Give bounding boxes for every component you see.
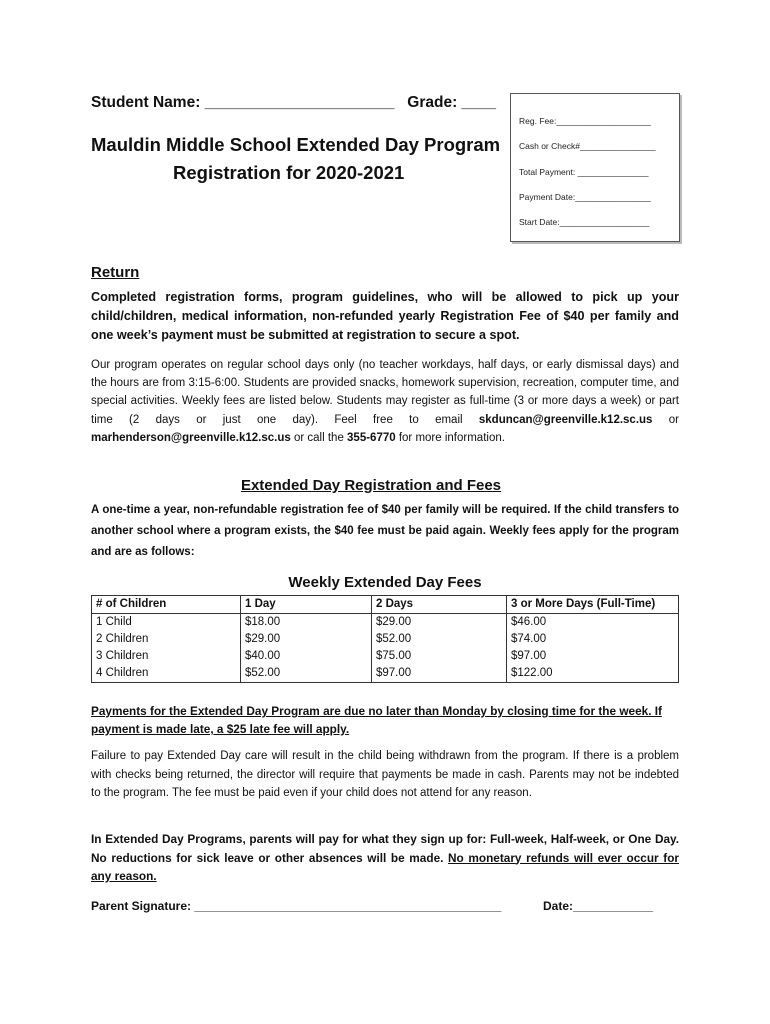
- table-cell: 3 Children: [92, 648, 241, 665]
- start-date-field[interactable]: Start Date:___________________: [519, 217, 650, 227]
- table-cell: 4 Children: [92, 665, 241, 683]
- fees-heading: [91, 477, 651, 494]
- parent-signature-label: Parent Signature:: [91, 899, 192, 913]
- total-payment-field[interactable]: Total Payment: _______________: [519, 167, 649, 177]
- date-label: Date:: [543, 899, 574, 913]
- email-link-marhenderson[interactable]: marhenderson@greenville.k12.sc.us: [91, 431, 291, 444]
- table-cell: $52.00: [372, 631, 507, 648]
- payment-date-field[interactable]: Payment Date:________________: [519, 192, 651, 202]
- table-cell: $52.00: [241, 665, 372, 683]
- table-cell: $18.00: [241, 614, 372, 632]
- table-cell: $29.00: [241, 631, 372, 648]
- signature-date-line: [543, 899, 653, 913]
- refund-policy-paragraph: [91, 830, 679, 886]
- fees-paragraph: A one-time a year, non-refundable registration fee of $40 per family will be required. If the child transfers to another school where a program exists, the $40 fee must be paid again. Weekly fees apply for the program and are as follows:: [91, 504, 679, 558]
- more-info-text: for more information.: [395, 431, 505, 444]
- office-use-box: [510, 93, 680, 242]
- grade-field[interactable]: ____: [461, 94, 497, 111]
- column-header: 3 or More Days (Full-Time): [507, 596, 679, 614]
- column-header: 1 Day: [241, 596, 372, 614]
- phone-number: 355-6770: [347, 431, 396, 444]
- parent-signature-field[interactable]: ______________________________________________: [194, 899, 502, 913]
- table-cell: $75.00: [372, 648, 507, 665]
- program-info-paragraph: [91, 356, 679, 447]
- fee-table-title: Weekly Extended Day Fees: [288, 574, 482, 591]
- cash-or-check-field[interactable]: Cash or Check#________________: [519, 141, 656, 151]
- table-row: [92, 631, 679, 648]
- table-row: [92, 648, 679, 665]
- table-cell: 1 Child: [92, 614, 241, 632]
- fees-heading-text: Extended Day Registration and Fees: [240, 477, 502, 494]
- table-cell: $40.00: [241, 648, 372, 665]
- refund-policy-text: In Extended Day Programs, parents will pay for what they sign up for: Full-week, Half-week, or One Day. No reductions for sick leave or other absences will be made.: [91, 832, 679, 865]
- table-cell: $46.00: [507, 614, 679, 632]
- weekly-fee-table: [91, 595, 679, 683]
- email-link-skduncan[interactable]: skduncan@greenville.k12.sc.us: [478, 413, 653, 426]
- return-heading: Return: [91, 264, 140, 281]
- program-info-text: Our program operates on regular school days only (no teacher workdays, half days, or early dismissal days) and the hours are from 3:15-6:00. Students are provided snacks, homework supervision, recreation, computer time, and special activities. Weekly fees are listed below. Students may register as full-time (3 or more days a week) or part time (2 days or just one day). Feel free to email: [91, 359, 679, 426]
- call-text: or call the: [290, 431, 348, 444]
- table-cell: $74.00: [507, 631, 679, 648]
- student-grade-line: [91, 94, 496, 112]
- return-instructions: Completed registration forms, program guidelines, who will be allowed to pick up your child/children, medical information, non-refunded yearly Registration Fee of $40 per family and one week’s payment must be submitted at registration to secure a spot.: [91, 290, 679, 342]
- no-refunds-notice: No monetary refunds will ever occur for any reason.: [91, 850, 679, 883]
- table-cell: $29.00: [372, 614, 507, 632]
- registration-year-title: Registration for 2020-2021: [173, 162, 405, 183]
- student-name-field[interactable]: ______________________: [204, 94, 395, 111]
- student-name-label: Student Name:: [91, 94, 201, 111]
- reg-fee-field[interactable]: Reg. Fee:____________________: [519, 116, 651, 126]
- table-cell: $97.00: [372, 665, 507, 683]
- table-cell: 2 Children: [92, 631, 241, 648]
- program-title: Mauldin Middle School Extended Day Program: [91, 134, 501, 155]
- table-row: [92, 665, 679, 683]
- column-header: 2 Days: [372, 596, 507, 614]
- table-row: [92, 614, 679, 632]
- parent-signature-line: [91, 899, 501, 913]
- or-text: or: [652, 413, 679, 426]
- table-header-row: [92, 596, 679, 614]
- table-cell: $97.00: [507, 648, 679, 665]
- column-header: # of Children: [92, 596, 241, 614]
- table-cell: $122.00: [507, 665, 679, 683]
- date-field[interactable]: ____________: [573, 899, 654, 913]
- payment-due-notice: Payments for the Extended Day Program are due no later than Monday by closing time for the week. If payment is made late, a $25 late fee will apply.: [91, 704, 662, 736]
- grade-label: Grade:: [407, 94, 458, 111]
- failure-to-pay-paragraph: Failure to pay Extended Day care will result in the child being withdrawn from the program. If there is a problem with checks being returned, the director will require that payments be made in cash. Parents may not be indebted to the program. The fee must be paid even if your child does not attend for any reason.: [91, 750, 679, 799]
